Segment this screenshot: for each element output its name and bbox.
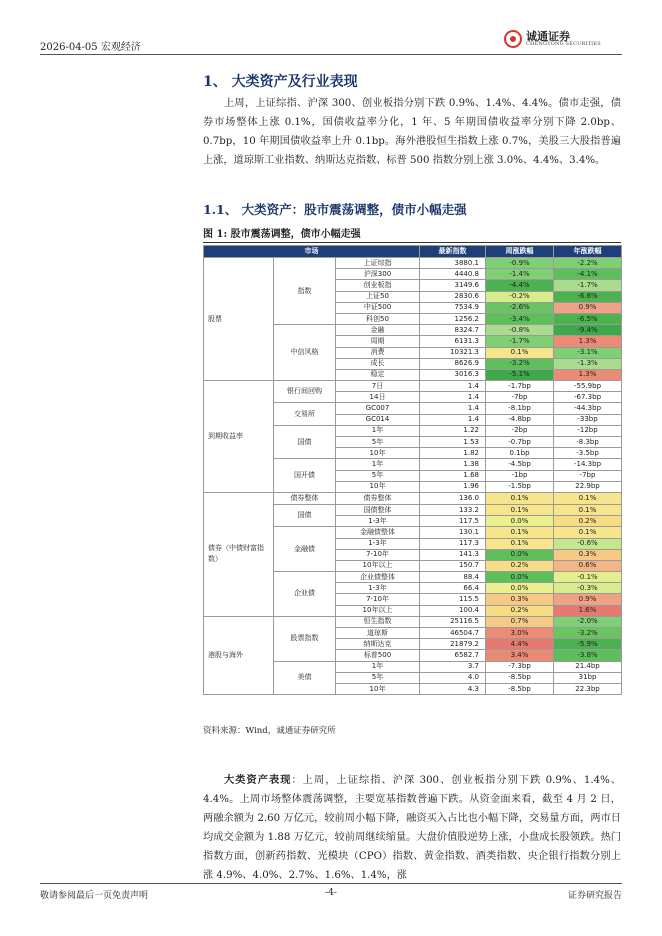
row-subgroup: 交易所 [274, 403, 336, 425]
figure-caption: 图 1: 股市震荡调整，债市小幅走强 [203, 225, 621, 243]
cell-yearly: 1.6% [554, 605, 622, 616]
row-label: 1年 [336, 425, 420, 436]
row-label: 7-10年 [336, 594, 420, 605]
cell-yearly: 1.3% [554, 336, 622, 347]
cell-weekly: 3.0% [486, 628, 554, 639]
cell-weekly: 0.0% [486, 516, 554, 527]
cell-yearly: 0.3% [554, 549, 622, 560]
cell-latest: 136.0 [420, 492, 486, 504]
cell-weekly: -3.2% [486, 358, 554, 369]
cell-latest: 3.7 [420, 661, 486, 672]
cell-latest: 150.7 [420, 560, 486, 571]
cell-weekly: 0.1bp [486, 448, 554, 459]
cell-weekly: -1.7% [486, 336, 554, 347]
cell-weekly: 0.1% [486, 347, 554, 358]
cell-yearly: 0.2% [554, 516, 622, 527]
row-subgroup: 债券整体 [274, 492, 336, 504]
cell-yearly: -6.5% [554, 313, 622, 324]
cell-yearly: -1.7% [554, 280, 622, 291]
row-group: 债券（中债财富指数） [204, 492, 274, 616]
cell-yearly: -2.0% [554, 616, 622, 627]
row-label: GC007 [336, 403, 420, 414]
cell-latest: 117.3 [420, 538, 486, 549]
cell-weekly: -4.5bp [486, 459, 554, 470]
cell-weekly: -1bp [486, 470, 554, 481]
cell-weekly: -0.2% [486, 291, 554, 302]
logo-text-cn: 诚通证券 [526, 30, 570, 43]
row-label: 10年 [336, 448, 420, 459]
cell-latest: 4440.8 [420, 269, 486, 280]
cell-weekly: -5.1% [486, 369, 554, 380]
row-label: 1-3年 [336, 516, 420, 527]
cell-latest: 1.22 [420, 425, 486, 436]
cell-yearly: -4.1% [554, 269, 622, 280]
cell-weekly: -8.1bp [486, 403, 554, 414]
cell-weekly: -4.4% [486, 280, 554, 291]
table-row [204, 381, 622, 392]
row-label: 上证50 [336, 291, 420, 302]
cell-weekly: 0.0% [486, 583, 554, 594]
row-group: 股票 [204, 258, 274, 381]
table-header-row [204, 246, 622, 258]
page-footer [40, 883, 622, 901]
cell-weekly: -8.5bp [486, 672, 554, 683]
cell-latest: 1.4 [420, 403, 486, 414]
cell-yearly: 0.1% [554, 504, 622, 515]
row-label: 恒生指数 [336, 616, 420, 627]
cell-weekly: 0.7% [486, 616, 554, 627]
cell-weekly: -0.7bp [486, 437, 554, 448]
table-row [204, 616, 622, 627]
cell-weekly: -8.5bp [486, 683, 554, 694]
row-label: 上证综指 [336, 258, 420, 269]
cell-weekly: -1.5bp [486, 481, 554, 492]
row-label: 5年 [336, 437, 420, 448]
logo-mark-icon [504, 30, 522, 48]
cell-yearly: 22.9bp [554, 481, 622, 492]
row-subgroup: 国债 [274, 425, 336, 459]
cell-yearly: -14.3bp [554, 459, 622, 470]
cell-yearly: 0.6% [554, 560, 622, 571]
cell-latest: 4.0 [420, 672, 486, 683]
row-group: 港股与海外 [204, 616, 274, 694]
header-market: 市场 [204, 246, 420, 258]
cell-latest: 1.82 [420, 448, 486, 459]
cell-yearly: 0.9% [554, 302, 622, 313]
row-label: 金融 [336, 325, 420, 336]
logo-text-en: CHENGTONG SECURITIES [526, 41, 601, 47]
row-label: 7日 [336, 381, 420, 392]
row-subgroup: 美债 [274, 661, 336, 695]
row-label: 创业板指 [336, 280, 420, 291]
row-label: 成长 [336, 358, 420, 369]
row-label: 5年 [336, 470, 420, 481]
cell-weekly: 0.2% [486, 560, 554, 571]
cell-latest: 25116.5 [420, 616, 486, 627]
cell-weekly: -0.9% [486, 258, 554, 269]
cell-yearly: -7bp [554, 470, 622, 481]
footer-disclaimer: 敬请参阅最后一页免责声明 [40, 891, 149, 901]
cell-latest: 3149.6 [420, 280, 486, 291]
source-note: 资料来源：Wind，诚通证券研究所 [203, 726, 336, 736]
page-number: -4- [325, 888, 337, 898]
cell-weekly: -0.8% [486, 325, 554, 336]
row-label: 10年以上 [336, 560, 420, 571]
cell-latest: 141.3 [420, 549, 486, 560]
table-row [204, 258, 622, 269]
paragraph-lead: 大类资产表现 [224, 774, 292, 786]
row-label: 10年 [336, 683, 420, 694]
cell-weekly: -2bp [486, 425, 554, 436]
cell-yearly: -12bp [554, 425, 622, 436]
row-label: 债券整体 [336, 492, 420, 504]
cell-weekly: 0.1% [486, 538, 554, 549]
cell-weekly: -2.6% [486, 302, 554, 313]
row-subgroup: 国债 [274, 504, 336, 526]
row-subgroup: 中信风格 [274, 325, 336, 381]
cell-weekly: -7.3bp [486, 661, 554, 672]
header-yearly: 年涨跌幅 [554, 246, 622, 258]
row-label: 国债整体 [336, 504, 420, 515]
cell-yearly: 1.3% [554, 369, 622, 380]
cell-yearly: 0.9% [554, 594, 622, 605]
cell-yearly: 22.3bp [554, 683, 622, 694]
cell-yearly: -55.9bp [554, 381, 622, 392]
row-label: 企业债整体 [336, 572, 420, 583]
row-subgroup: 金融债 [274, 527, 336, 572]
row-label: 10年以上 [336, 605, 420, 616]
cell-latest: 8324.7 [420, 325, 486, 336]
cell-weekly: -1.4% [486, 269, 554, 280]
cell-latest: 88.4 [420, 572, 486, 583]
cell-yearly: -2.2% [554, 258, 622, 269]
subsection-title: 1.1、 大类资产：股市震荡调整，债市小幅走强 [203, 202, 467, 217]
cell-latest: 4.3 [420, 683, 486, 694]
cell-weekly: -3.4% [486, 313, 554, 324]
cell-latest: 8626.9 [420, 358, 486, 369]
company-logo [504, 28, 622, 50]
row-label: 标普500 [336, 650, 420, 661]
cell-latest: 133.2 [420, 504, 486, 515]
cell-yearly: -3.1% [554, 347, 622, 358]
cell-latest: 3016.3 [420, 369, 486, 380]
cell-weekly: -4.8bp [486, 414, 554, 425]
cell-yearly: -3.2% [554, 628, 622, 639]
row-label: 消费 [336, 347, 420, 358]
row-label: 1年 [336, 459, 420, 470]
cell-latest: 6582.7 [420, 650, 486, 661]
cell-yearly: -3.5bp [554, 448, 622, 459]
cell-yearly: -8.3bp [554, 437, 622, 448]
header-weekly: 周涨跌幅 [486, 246, 554, 258]
cell-latest: 7534.9 [420, 302, 486, 313]
page-header [40, 24, 622, 55]
cell-latest: 1.4 [420, 381, 486, 392]
row-subgroup: 企业债 [274, 572, 336, 617]
cell-latest: 2830.6 [420, 291, 486, 302]
cell-weekly: 0.2% [486, 605, 554, 616]
cell-yearly: -1.3% [554, 358, 622, 369]
table-row [204, 492, 622, 504]
cell-latest: 21879.2 [420, 639, 486, 650]
paragraph-body: ：上周，上证综指、沪深 300、创业板指分别下跌 0.9%、1.4%、4.4%。上周市场整体震荡调整，主要宽基指数普遍下跌。从资金面来看，截至 4 月 2 日，两融余额为 2.60 万亿元，较前周小幅下降，融资买入占比也小幅下降，交易量方面，两市日均成交金额为 1.88 万亿元，较前周继续缩量。大盘价值股逆势上涨，小盘成长股领跌。热门指数方面，创新药指数、光模块（CPO）指数、黄金指数、酒类指数、央企银行指数分别上涨 4.9%、4.0%、2.7%、1.6%、1.4%，涨 [203, 775, 621, 881]
row-label: 14日 [336, 392, 420, 403]
cell-latest: 130.1 [420, 527, 486, 538]
cell-latest: 1.38 [420, 459, 486, 470]
row-label: 周期 [336, 336, 420, 347]
cell-latest: 66.4 [420, 583, 486, 594]
footer-report-type: 证券研究报告 [567, 891, 622, 901]
cell-yearly: -0.6% [554, 538, 622, 549]
cell-latest: 1.53 [420, 437, 486, 448]
row-label: 7-10年 [336, 549, 420, 560]
cell-weekly: 0.0% [486, 549, 554, 560]
cell-weekly: -7bp [486, 392, 554, 403]
cell-yearly: -6.6% [554, 291, 622, 302]
cell-weekly: 0.1% [486, 492, 554, 504]
cell-latest: 3880.1 [420, 258, 486, 269]
cell-latest: 1.4 [420, 414, 486, 425]
cell-yearly: -44.3bp [554, 403, 622, 414]
row-label: 10年 [336, 481, 420, 492]
row-label: 科创50 [336, 313, 420, 324]
row-subgroup: 指数 [274, 258, 336, 325]
cell-yearly: -67.3bp [554, 392, 622, 403]
row-label: 纳斯达克 [336, 639, 420, 650]
row-subgroup: 银行间回购 [274, 381, 336, 403]
cell-yearly: -3.8% [554, 650, 622, 661]
row-label: 1-3年 [336, 583, 420, 594]
row-label: 5年 [336, 672, 420, 683]
cell-latest: 1.68 [420, 470, 486, 481]
cell-yearly: 0.1% [554, 527, 622, 538]
asset-performance-table [203, 245, 622, 695]
row-label: 1年 [336, 661, 420, 672]
cell-latest: 1256.2 [420, 313, 486, 324]
cell-weekly: -1.7bp [486, 381, 554, 392]
cell-yearly: -0.3% [554, 583, 622, 594]
cell-latest: 10321.3 [420, 347, 486, 358]
row-label: 沪深300 [336, 269, 420, 280]
row-group: 到期收益率 [204, 381, 274, 493]
cell-latest: 1.96 [420, 481, 486, 492]
row-label: 金融债整体 [336, 527, 420, 538]
row-label: 道琼斯 [336, 628, 420, 639]
cell-weekly: 4.4% [486, 639, 554, 650]
row-label: 稳定 [336, 369, 420, 380]
section-paragraph: 上周，上证综指、沪深 300、创业板指分别下跌 0.9%、1.4%、4.4%。债市走强，债券市场整体上涨 0.1%，国债收益率分化，1 年、5 年期国债收益率分别下降 2.0bp、0.7bp，10 年期国债收益率上升 0.1bp。海外港股恒生指数上涨 0.7%，美股三大股指普遍上涨，道琼斯工业指数、纳斯达克指数、标普 500 指数分别上涨 3.0%、4.4%、3.4%。 [203, 98, 621, 166]
header-latest: 最新指数 [420, 246, 486, 258]
cell-yearly: -5.9% [554, 639, 622, 650]
row-label: GC014 [336, 414, 420, 425]
cell-weekly: 0.1% [486, 527, 554, 538]
cell-latest: 46504.7 [420, 628, 486, 639]
cell-yearly: 0.1% [554, 492, 622, 504]
header-date-section: 2026-04-05 宏观经济 [40, 42, 141, 53]
cell-weekly: 0.1% [486, 504, 554, 515]
cell-yearly: -33bp [554, 414, 622, 425]
cell-latest: 117.5 [420, 516, 486, 527]
cell-latest: 1.4 [420, 392, 486, 403]
cell-yearly: 21.4bp [554, 661, 622, 672]
section-title: 1、 大类资产及行业表现 [203, 74, 358, 90]
row-label: 1-3年 [336, 538, 420, 549]
cell-yearly: 31bp [554, 672, 622, 683]
row-subgroup: 国开债 [274, 459, 336, 493]
cell-weekly: 3.4% [486, 650, 554, 661]
cell-yearly: -9.4% [554, 325, 622, 336]
cell-latest: 100.4 [420, 605, 486, 616]
section-paragraph-2 [203, 771, 621, 885]
cell-weekly: 0.3% [486, 594, 554, 605]
row-subgroup: 股票指数 [274, 616, 336, 661]
cell-weekly: 0.0% [486, 572, 554, 583]
cell-yearly: -0.1% [554, 572, 622, 583]
cell-latest: 6131.3 [420, 336, 486, 347]
cell-latest: 115.5 [420, 594, 486, 605]
row-label: 中证500 [336, 302, 420, 313]
